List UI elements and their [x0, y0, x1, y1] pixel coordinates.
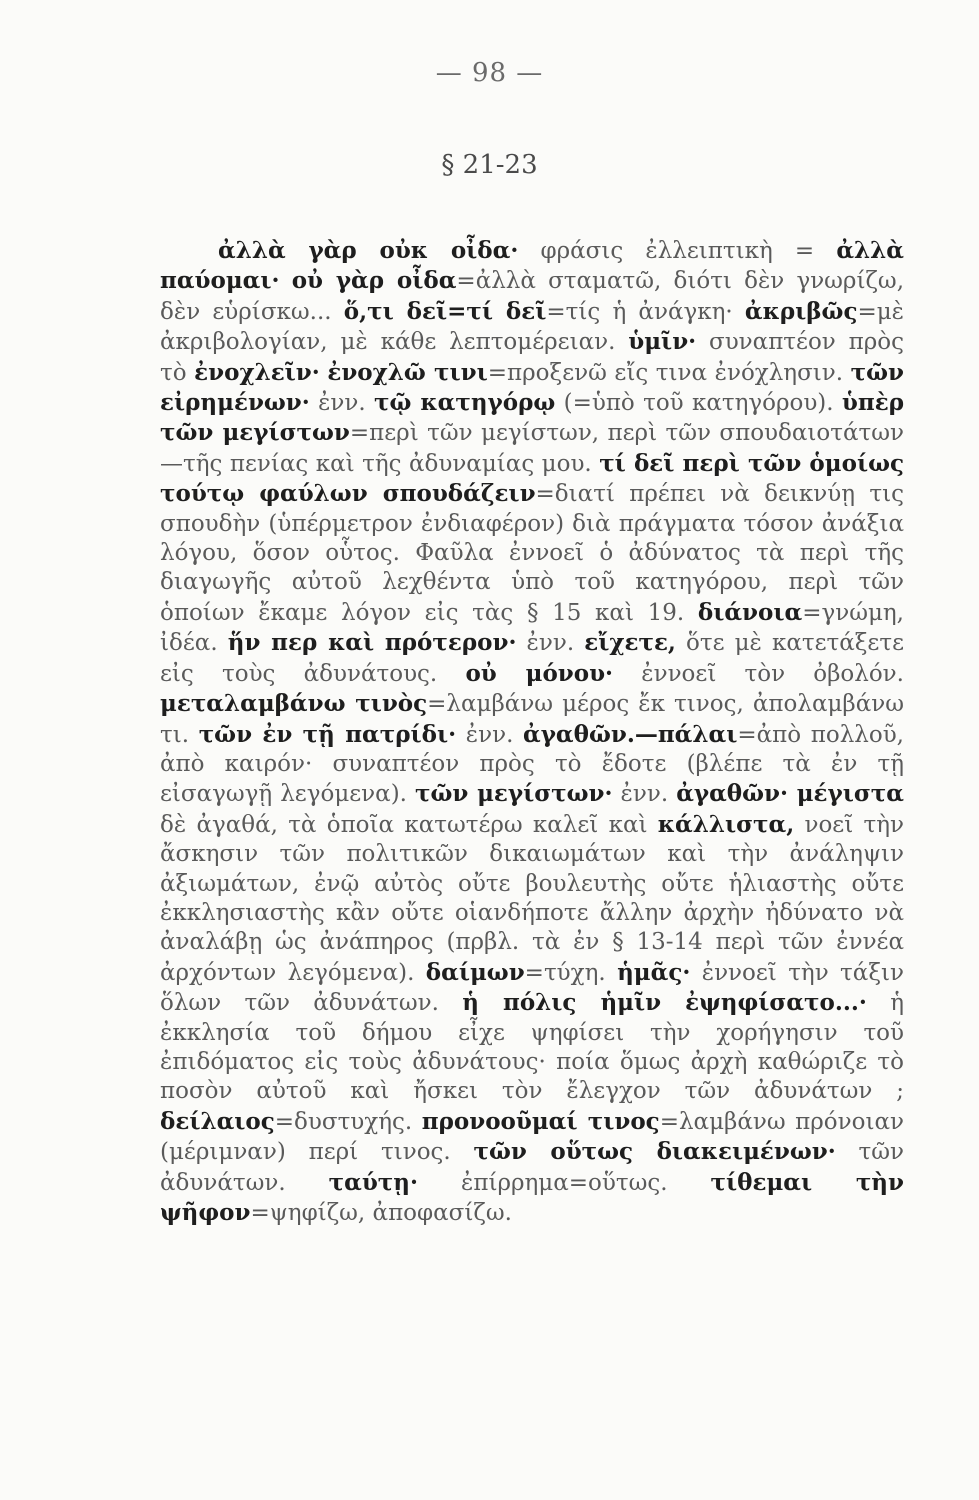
commentary-text: =δυστυχής.: [274, 1108, 422, 1135]
lemma-term: ἡμᾶς·: [617, 958, 691, 986]
commentary-text: τῶν ἀδυνάτων.: [160, 1139, 905, 1196]
commentary-text: ὅτε μὲ κατετάξετε εἰς τοὺς ἀδυνάτους.: [160, 630, 904, 687]
commentary-text: συναπτέον πρὸς τὸ: [160, 329, 904, 386]
lemma-term: δείλαιος: [160, 1107, 275, 1135]
lemma-term: τῶν ἐν τῇ πατρίδι·: [198, 720, 457, 748]
lemma-term: ἀκριβῶς: [744, 297, 858, 325]
commentary-text: =ἀπὸ πολλοῦ, ἀπὸ καιρόν· συναπτέον πρὸς τὸ ἔδοτε (βλέπε τὰ ἐν τῇ εἰσαγωγῇ λεγόμενα).: [160, 721, 904, 808]
commentary-text: δὲ ἀγαθά, τὰ ὁποῖα κατωτέρω καλεῖ καὶ: [160, 811, 658, 838]
commentary-text: =λαμβάνω μέρος ἔκ τινος, ἀπολαμβάνω τι.: [160, 691, 904, 748]
commentary-paragraph: [160, 236, 904, 1228]
lemma-term: προνοοῦμαί τινος: [421, 1107, 660, 1135]
commentary-text: =τύχη.: [524, 959, 618, 986]
lemma-term: ἀλλὰ γὰρ οὐκ οἶδα·: [218, 237, 519, 264]
lemma-term: ἀλλὰ παύομαι·: [160, 237, 904, 295]
commentary-text: φράσις ἐλλειπτικὴ =: [518, 238, 837, 264]
lemma-term: οὐ γὰρ οἶδα: [291, 267, 457, 295]
commentary-text: =ἀλλὰ σταματῶ, διότι δὲν γνωρίζω, δὲν εὑρίσκω...: [160, 268, 904, 325]
lemma-term: διάνοια: [697, 598, 803, 626]
lemma-term: ἡ πόλις ἡμῖν ἐψηφίσατο...·: [462, 989, 867, 1017]
commentary-text: =διατί πρέπει νὰ δεικνύῃ τις σπουδὴν (ὑπέρμετρον ἐνδιαφέρον) διὰ πράγματα τόσον ἀνάξια λόγου, ὅσον οὗτος. Φαῦλα ἐννοεῖ ὁ ἀδύνατος τὰ περὶ τῆς διαγωγῆς αὐτοῦ λεχθέντα ὑπὸ τοῦ κατηγόρου, περὶ τῶν ὁποίων ἔκαμε λόγον εἰς τὰς § 15 καὶ 19.: [160, 481, 904, 626]
commentary-text: (=ὑπὸ τοῦ κατηγόρου).: [555, 390, 842, 417]
commentary-text: =γνώμη, ἰδέα.: [160, 599, 904, 657]
lemma-term: δαίμων: [425, 958, 525, 986]
lemma-term: ἀγαθῶν· μέγιστα: [676, 780, 904, 808]
commentary-text: ἐννοεῖ τὴν τάξιν ὅλων τῶν ἀδυνάτων.: [160, 959, 904, 1017]
lemma-term: τῶν οὕτως διακειμένων·: [473, 1138, 836, 1166]
lemma-term: τῶν μεγίστων·: [415, 780, 613, 808]
lemma-term: οὐ μόνου·: [465, 659, 614, 687]
commentary-text: ἐπίρρημα=οὕτως.: [418, 1169, 711, 1196]
section-heading: § 21-23: [441, 150, 538, 180]
commentary-text: [280, 268, 292, 294]
lemma-term: ἀγαθῶν.—πάλαι: [523, 720, 738, 748]
commentary-text: ἐννοεῖ τὸν ὀβολόν.: [613, 660, 904, 687]
commentary-text: ἐνν.: [456, 721, 524, 748]
lemma-term: τί δεῖ περὶ τῶν ὁμοίως τούτῳ φαύλων σπουδάζειν: [160, 449, 904, 508]
commentary-text: ἐνν.: [516, 630, 585, 657]
lemma-term: ἐνοχλεῖν·: [194, 358, 320, 386]
lemma-term: κάλλιστα,: [657, 810, 795, 838]
commentary-text: =προξενῶ εἴς τινα ἐνόχλησιν.: [487, 359, 851, 386]
lemma-term: ὑμῖν·: [628, 328, 697, 356]
lemma-term: τίθεμαι τὴν ψῆφον: [160, 1168, 904, 1226]
commentary-text: =ψηφίζω, ἀποφασίζω.: [250, 1200, 512, 1226]
commentary-text: ἐνν.: [309, 390, 375, 417]
lemma-term: ταύτῃ·: [328, 1168, 418, 1196]
lemma-term: ἥν περ καὶ πρότερον·: [227, 629, 517, 657]
lemma-term: εἴχετε,: [584, 629, 676, 657]
commentary-text: =λαμβάνω πρόνοιαν (μέριμναν) περί τινος.: [160, 1108, 904, 1166]
lemma-term: ὅ,τι δεῖ=τί δεῖ: [343, 297, 547, 325]
commentary-text: =περὶ τῶν μεγίστων, περὶ τῶν σπουδαιοτάτων—τῆς πενίας καὶ τῆς ἀδυναμίας μου.: [160, 420, 904, 477]
lemma-term: ὑπὲρ τῶν μεγίστων: [160, 389, 904, 447]
commentary-text: =μὲ ἀκριβολογίαν, μὲ κάθε λεπτομέρειαν.: [160, 298, 905, 356]
lemma-term: ἐνοχλῶ τινι: [327, 358, 488, 386]
lemma-term: τῶν εἰρημένων·: [160, 358, 905, 417]
commentary-text: ἡ ἐκκλησία τοῦ δήμου εἶχε ψηφίσει τὴν χορήγησιν τοῦ ἐπιδόματος εἰς τοὺς ἀδυνάτους· ποία ὅμως ἀρχὴ καθώριζε τὸ ποσὸν αὐτοῦ καὶ ἤσκει τὸν ἔλεγχον τῶν ἀδυνάτων ;: [160, 990, 905, 1105]
commentary-text: ἐνν.: [612, 781, 677, 808]
lemma-term: μεταλαμβάνω τινὸς: [160, 690, 428, 718]
commentary-text: νοεῖ τὴν ἄσκησιν τῶν πολιτικῶν δικαιωμάτων καὶ τὴν ἀνάληψιν ἀξιωμάτων, ἐνῷ αὐτὸς οὔτε βουλευτὴς οὔτε ἡλιαστὴς οὔτε ἐκκλησιαστὴς κἂν οὔτε οἱανδήποτε ἄλλην ἀρχὴν ἠδύνατο νὰ ἀναλάβῃ ὡς ἀνάπηρος (πρβλ. τὰ ἐν § 13-14 περὶ τῶν ἐννέα ἀρχόντων λεγόμενα).: [160, 811, 904, 986]
commentary-text: =τίς ἡ ἀνάγκη·: [546, 298, 745, 325]
lemma-term: τῷ κατηγόρῳ: [374, 389, 556, 417]
page-number: — 98 —: [435, 58, 544, 88]
